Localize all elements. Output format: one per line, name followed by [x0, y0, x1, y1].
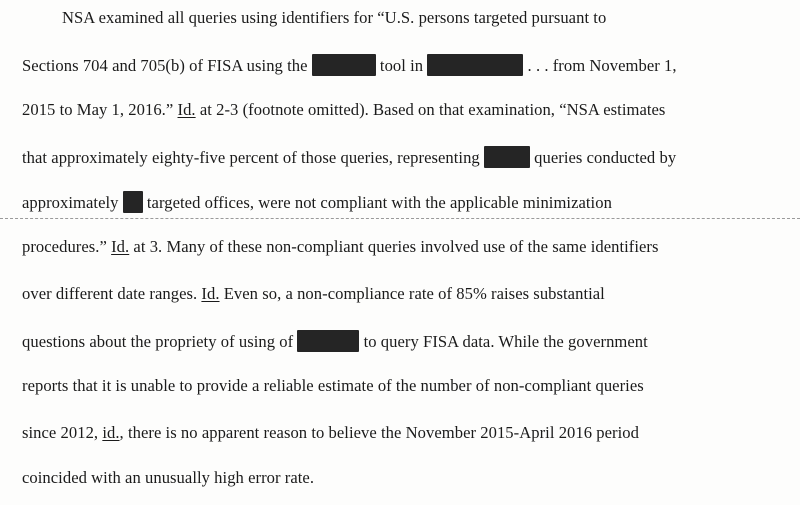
text-line-9	[22, 376, 644, 396]
text-segment: approximately	[22, 193, 123, 212]
text-segment: Even so, a non-compliance rate of 85% raises substantial	[219, 284, 605, 303]
text-segment: NSA examined all queries using identifiers for “U.S. persons targeted pursuant to	[62, 8, 607, 27]
text-segment: over different date ranges.	[22, 284, 202, 303]
text-line-5	[22, 191, 612, 213]
text-line-10	[22, 423, 639, 443]
citation-id: Id.	[111, 237, 130, 256]
citation-id: Id.	[177, 100, 196, 119]
citation-id: Id.	[201, 284, 220, 303]
text-segment: targeted offices, were not compliant with the applicable minimization	[142, 193, 612, 212]
text-segment: at 3. Many of these non-compliant queries involved use of the same identifiers	[129, 237, 659, 256]
text-line-8	[22, 330, 648, 352]
citation-id: id.	[102, 423, 120, 442]
text-line-11	[22, 468, 314, 488]
text-segment: . . . from November 1,	[523, 56, 677, 75]
text-segment: procedures.”	[22, 237, 112, 256]
redaction-block	[297, 330, 359, 352]
redaction-block	[427, 54, 523, 76]
text-segment: queries conducted by	[529, 148, 677, 167]
text-line-4	[22, 146, 676, 168]
text-line-7	[22, 284, 605, 304]
text-segment: that approximately eighty-five percent of those queries, representing	[22, 148, 484, 167]
redaction-block	[123, 191, 143, 213]
text-line-3	[22, 100, 665, 120]
page-fold-line	[0, 218, 800, 219]
text-segment: coincided with an unusually high error rate.	[22, 468, 315, 487]
text-segment: tool in	[375, 56, 428, 75]
text-segment: at 2-3 (footnote omitted). Based on that examination, “NSA estimates	[195, 100, 666, 119]
text-line-1	[62, 8, 606, 28]
redaction-block	[484, 146, 530, 168]
text-line-2	[22, 54, 677, 76]
text-line-6	[22, 237, 659, 257]
redaction-block	[312, 54, 376, 76]
text-segment: reports that it is unable to provide a reliable estimate of the number of non-compliant queries	[22, 376, 644, 395]
text-segment: , there is no apparent reason to believe the November 2015-April 2016 period	[119, 423, 639, 442]
text-segment: questions about the propriety of using of	[22, 332, 298, 351]
text-segment: to query FISA data. While the government	[359, 332, 648, 351]
text-segment: Sections 704 and 705(b) of FISA using the	[22, 56, 312, 75]
text-segment: 2015 to May 1, 2016.”	[22, 100, 178, 119]
text-segment: since 2012,	[22, 423, 103, 442]
